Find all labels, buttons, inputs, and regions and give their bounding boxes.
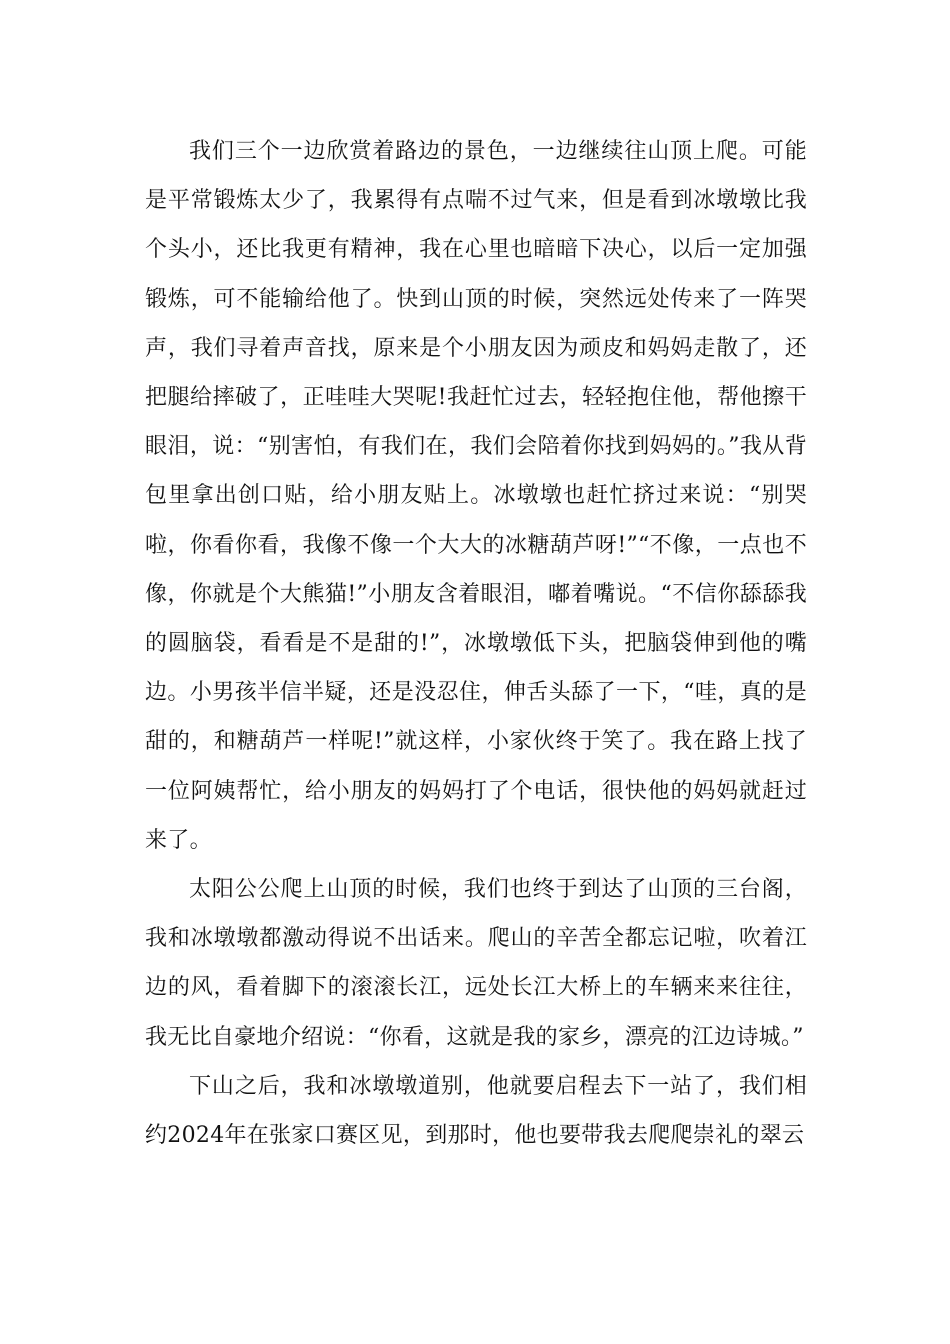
paragraph-3: 下山之后，我和冰墩墩道别，他就要启程去下一站了，我们相约2024年在张家口赛区见，到那时，他也要带我去爬爬崇礼的翠云 <box>145 1073 807 1149</box>
paragraph-1: 我们三个一边欣赏着路边的景色，一边继续往山顶上爬。可能是平常锻炼太少了，我累得有点喘不过气来，但是看到冰墩墩比我个头小，还比我更有精神，我在心里也暗暗下决心，以后一定加强锻炼，可不能输给他了。快到山顶的时候，突然远处传来了一阵哭声，我们寻着声音找，原来是个小朋友因为顽皮和妈妈走散了，还把腿给摔破了，正哇哇大哭呢!我赶忙过去，轻轻抱住他，帮他擦干眼泪，说：“别害怕，有我们在，我们会陪着你找到妈妈的。”我从背包里拿出创口贴，给小朋友贴上。冰墩墩也赶忙挤过来说：“别哭啦，你看你看，我像不像一个大大的冰糖葫芦呀!”“不像，一点也不像，你就是个大熊猫!”小朋友含着眼泪，嘟着嘴说。“不信你舔舔我的圆脑袋，看看是不是甜的!”，冰墩墩低下头，把脑袋伸到他的嘴边。小男孩半信半疑，还是没忍住，伸舌头舔了一下，“哇，真的是甜的，和糖葫芦一样呢!”就这样，小家伙终于笑了。我在路上找了一位阿姨帮忙，给小朋友的妈妈打了个电话，很快他的妈妈就赶过来了。 <box>145 139 807 853</box>
document-body <box>145 127 807 1160</box>
paragraph-2: 太阳公公爬上山顶的时候，我们也终于到达了山顶的三台阁，我和冰墩墩都激动得说不出话来。爬山的辛苦全都忘记啦，吹着江边的风，看着脚下的滚滚长江，远处长江大桥上的车辆来来往往，我无比自豪地介绍说：“你看，这就是我的家乡，漂亮的江边诗城。” <box>145 877 807 1050</box>
